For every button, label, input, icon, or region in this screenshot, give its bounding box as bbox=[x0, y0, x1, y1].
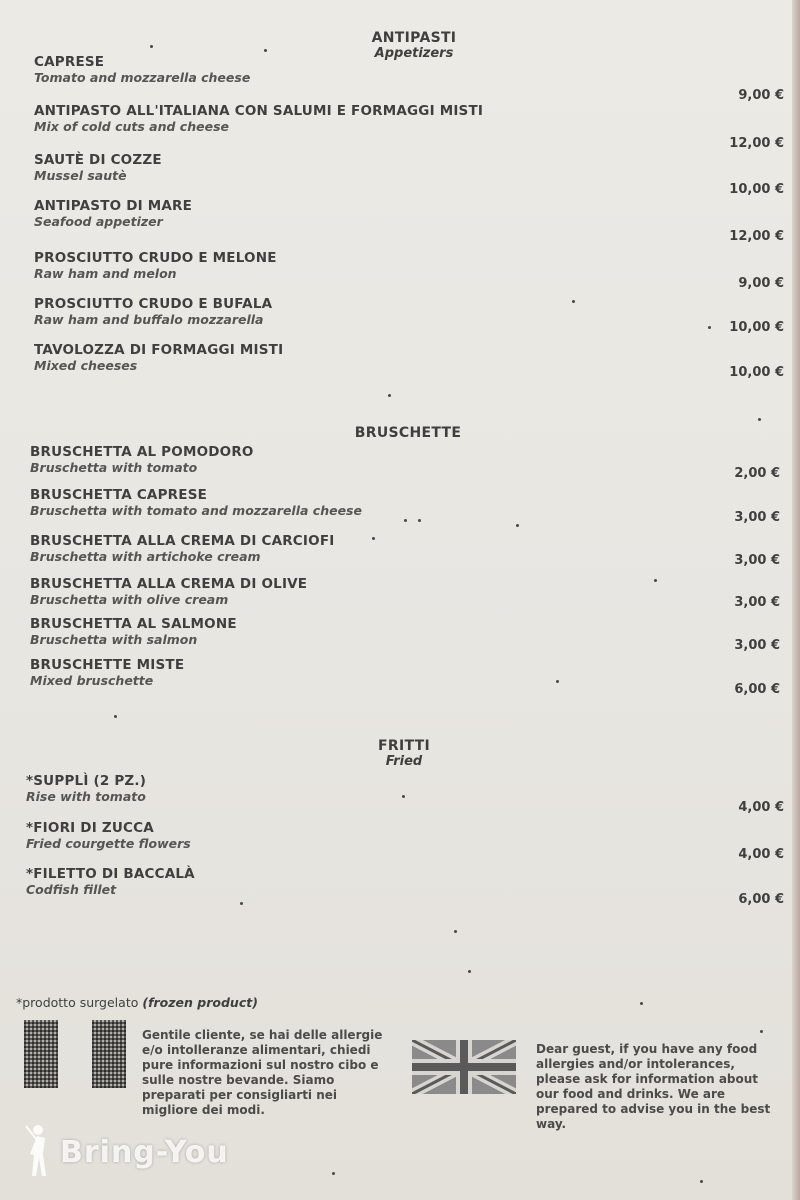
menu-item bbox=[34, 152, 162, 183]
item-name: ANTIPASTO ALL'ITALIANA CON SALUMI E FORMAGGI MISTI bbox=[34, 103, 484, 119]
item-desc: Bruschetta with tomato bbox=[30, 460, 198, 475]
paper-speck bbox=[708, 326, 711, 329]
item-name: CAPRESE bbox=[34, 54, 105, 70]
item-name: *FIORI DI ZUCCA bbox=[26, 820, 154, 836]
menu-item bbox=[34, 296, 272, 327]
bruschette-title: BRUSCHETTE bbox=[354, 425, 462, 441]
item-desc: Raw ham and melon bbox=[34, 266, 177, 281]
item-name: PROSCIUTTO CRUDO E BUFALA bbox=[34, 296, 273, 312]
item-desc: Mussel sautè bbox=[34, 168, 127, 183]
antipasti-subtitle: Appetizers bbox=[374, 46, 454, 61]
item-price: 6,00 € bbox=[734, 682, 780, 697]
paper-speck bbox=[572, 300, 575, 303]
menu-item bbox=[30, 616, 237, 647]
item-price: 10,00 € bbox=[729, 320, 784, 335]
qr-code-icon bbox=[24, 1020, 58, 1088]
paper-speck bbox=[404, 519, 407, 522]
paper-speck bbox=[114, 715, 117, 718]
paper-speck bbox=[468, 970, 471, 973]
allergy-notice-it: Gentile cliente, se hai delle allergie e/o intolleranze alimentari, chiedi pure informazioni sul nostro cibo e sulle nostre bevande. Siamo preparati per consigliarti nei migliore dei modi. bbox=[142, 1028, 383, 1117]
item-name: SAUTÈ DI COZZE bbox=[34, 152, 162, 168]
item-name: BRUSCHETTA ALLA CREMA DI OLIVE bbox=[30, 576, 308, 592]
footnote-en: (frozen product) bbox=[142, 995, 258, 1010]
tablecloth-edge bbox=[792, 0, 800, 1200]
fritti-subtitle: Fried bbox=[385, 754, 423, 769]
item-name: TAVOLOZZA DI FORMAGGI MISTI bbox=[34, 342, 284, 358]
item-price: 10,00 € bbox=[729, 182, 784, 197]
menu-item bbox=[30, 657, 184, 688]
qr-code-icon bbox=[92, 1020, 126, 1088]
menu-item bbox=[30, 487, 362, 518]
item-desc: Codfish fillet bbox=[26, 882, 117, 897]
antipasti-header bbox=[264, 30, 564, 61]
item-desc: Rise with tomato bbox=[26, 789, 146, 804]
item-price: 2,00 € bbox=[734, 466, 780, 481]
menu-item bbox=[34, 342, 283, 373]
menu-item bbox=[34, 54, 250, 85]
item-price: 3,00 € bbox=[734, 510, 780, 525]
paper-speck bbox=[556, 680, 559, 683]
allergy-notice-en: Dear guest, if you have any food allergies and/or intolerances, please ask for information about our food and drinks. We are prepared to advise you in the best way. bbox=[536, 1042, 771, 1131]
item-price: 4,00 € bbox=[738, 847, 784, 862]
item-price: 3,00 € bbox=[734, 553, 780, 568]
paper-speck bbox=[332, 1172, 335, 1175]
item-name: BRUSCHETTA AL POMODORO bbox=[30, 444, 254, 460]
item-name: BRUSCHETTA CAPRESE bbox=[30, 487, 208, 503]
item-price: 9,00 € bbox=[738, 88, 784, 103]
menu-item bbox=[26, 866, 195, 897]
paper-speck bbox=[264, 49, 267, 52]
menu-item bbox=[34, 250, 277, 281]
paper-speck bbox=[150, 45, 153, 48]
fritti-title: FRITTI bbox=[378, 738, 430, 754]
paper-speck bbox=[402, 795, 405, 798]
item-price: 12,00 € bbox=[729, 136, 784, 151]
item-desc: Bruschetta with salmon bbox=[30, 632, 198, 647]
bruschette-header bbox=[258, 425, 558, 441]
paper-speck bbox=[454, 930, 457, 933]
frozen-footnote bbox=[16, 995, 258, 1010]
menu-item bbox=[30, 576, 307, 607]
item-price: 3,00 € bbox=[734, 595, 780, 610]
paper-speck bbox=[240, 902, 243, 905]
item-desc: Mixed bruschette bbox=[30, 673, 154, 688]
watermark bbox=[20, 1124, 229, 1180]
paper-speck bbox=[640, 1002, 643, 1005]
uk-flag-icon bbox=[412, 1040, 516, 1094]
menu-item bbox=[26, 820, 191, 851]
paper-speck bbox=[418, 519, 421, 522]
antipasti-title: ANTIPASTI bbox=[371, 30, 457, 46]
item-desc: Bruschetta with artichoke cream bbox=[30, 549, 261, 564]
item-price: 10,00 € bbox=[729, 365, 784, 380]
item-desc: Bruschetta with olive cream bbox=[30, 592, 229, 607]
item-price: 6,00 € bbox=[738, 892, 784, 907]
item-price: 12,00 € bbox=[729, 229, 784, 244]
item-desc: Fried courgette flowers bbox=[26, 836, 191, 851]
item-desc: Tomato and mozzarella cheese bbox=[34, 70, 251, 85]
item-price: 3,00 € bbox=[734, 638, 780, 653]
item-price: 9,00 € bbox=[738, 276, 784, 291]
item-name: BRUSCHETTE MISTE bbox=[30, 657, 185, 673]
paper-speck bbox=[654, 579, 657, 582]
paper-speck bbox=[516, 524, 519, 527]
golfer-logo-icon bbox=[20, 1124, 54, 1180]
paper-speck bbox=[388, 394, 391, 397]
item-name: *FILETTO DI BACCALÀ bbox=[26, 866, 195, 882]
item-name: *SUPPLÌ (2 PZ.) bbox=[26, 773, 147, 789]
menu-item bbox=[30, 533, 334, 564]
paper-speck bbox=[760, 1030, 763, 1033]
menu-item bbox=[30, 444, 254, 475]
paper-speck bbox=[700, 1180, 703, 1183]
item-desc: Bruschetta with tomato and mozzarella cheese bbox=[30, 503, 362, 518]
paper-speck bbox=[372, 537, 375, 540]
item-desc: Mixed cheeses bbox=[34, 358, 138, 373]
item-desc: Seafood appetizer bbox=[34, 214, 163, 229]
menu-item bbox=[34, 198, 192, 229]
menu-item bbox=[34, 103, 483, 134]
item-name: PROSCIUTTO CRUDO E MELONE bbox=[34, 250, 277, 266]
item-desc: Mix of cold cuts and cheese bbox=[34, 119, 229, 134]
menu-item bbox=[26, 773, 146, 804]
fritti-header bbox=[254, 738, 554, 769]
item-desc: Raw ham and buffalo mozzarella bbox=[34, 312, 264, 327]
paper-speck bbox=[758, 418, 761, 421]
watermark-text: Bring-You bbox=[60, 1134, 229, 1170]
item-price: 4,00 € bbox=[738, 800, 784, 815]
item-name: BRUSCHETTA ALLA CREMA DI CARCIOFI bbox=[30, 533, 335, 549]
footnote-it: *prodotto surgelato bbox=[16, 995, 139, 1010]
item-name: ANTIPASTO DI MARE bbox=[34, 198, 193, 214]
item-name: BRUSCHETTA AL SALMONE bbox=[30, 616, 237, 632]
